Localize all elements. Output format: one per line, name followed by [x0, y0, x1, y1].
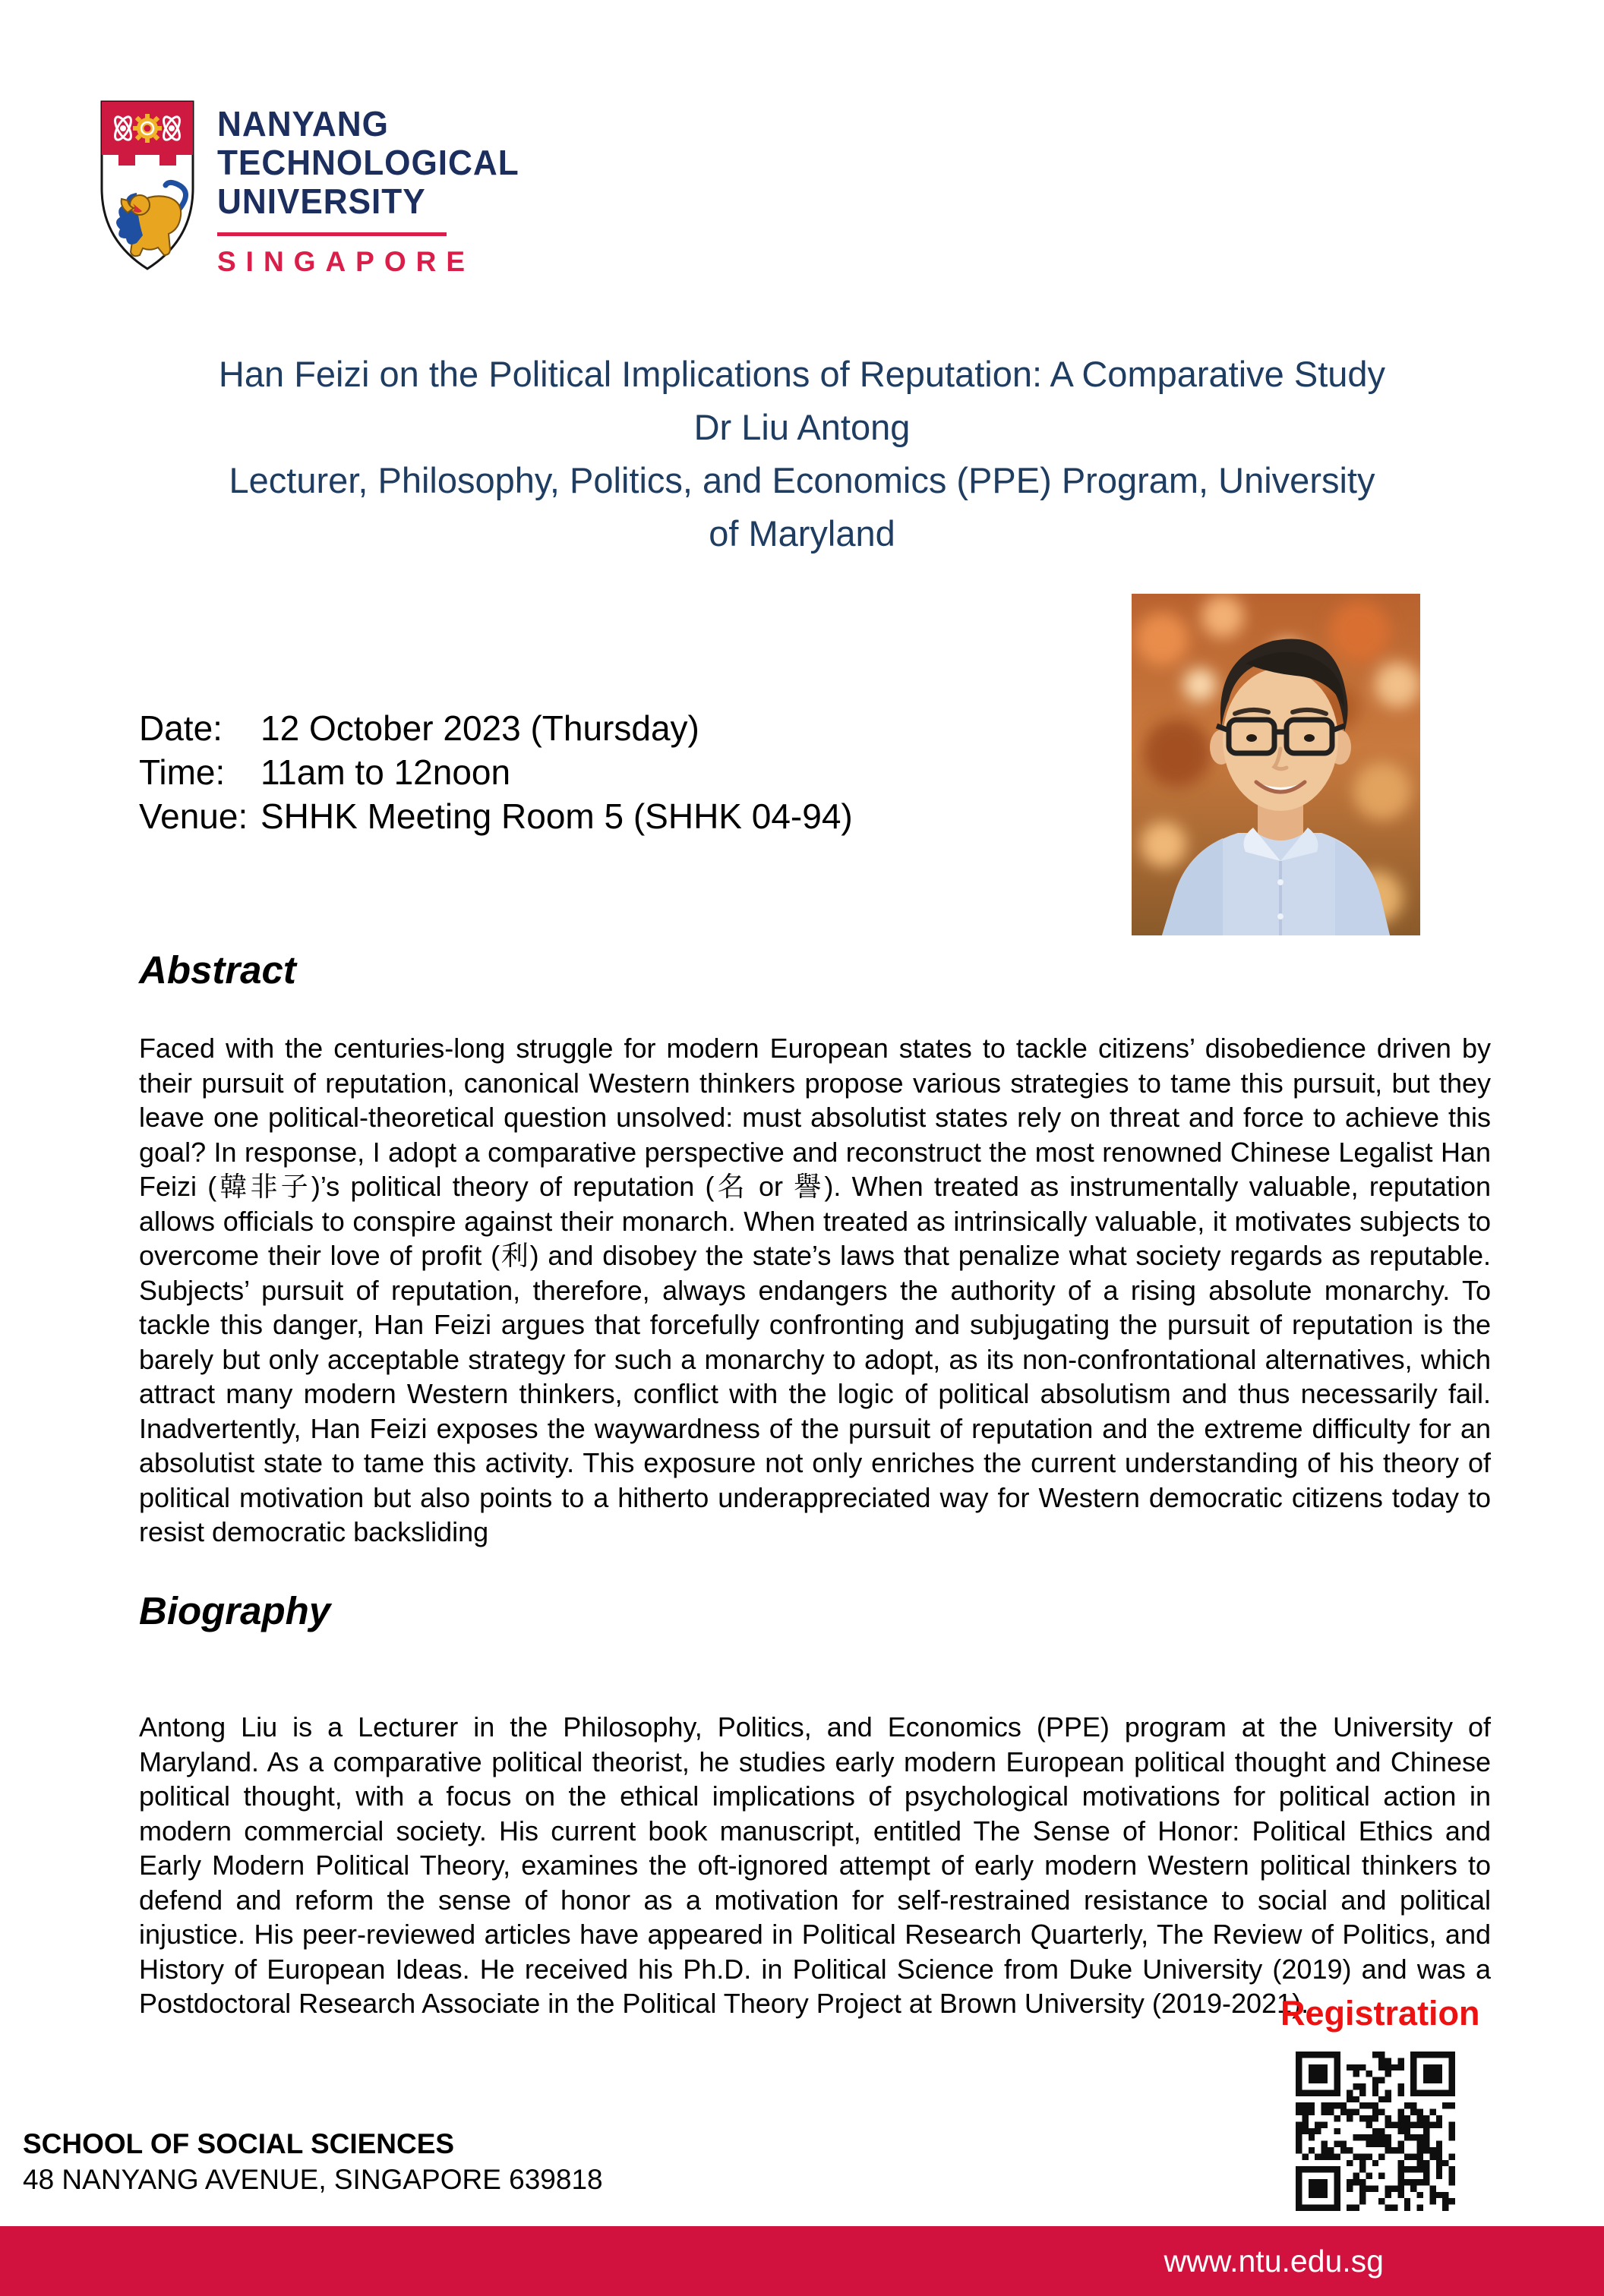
- speaker-name: Dr Liu Antong: [693, 407, 911, 447]
- footer-bar: [0, 2226, 1604, 2296]
- ntu-crest-icon: [97, 99, 197, 272]
- school-address: 48 NANYANG AVENUE, SINGAPORE 639818: [23, 2164, 603, 2195]
- singapore-label: SINGAPORE: [217, 246, 475, 277]
- title-block: [0, 348, 1604, 560]
- wordmark-line-3: UNIVERSITY: [217, 181, 426, 221]
- footer-address: [23, 2126, 603, 2197]
- time-value: 11am to 12noon: [260, 752, 511, 792]
- speaker-affiliation: Lecturer, Philosophy, Politics, and Economics (PPE) Program, University of Maryland: [229, 460, 1375, 554]
- time-row: [139, 750, 853, 794]
- seminar-title: Han Feizi on the Political Implications of Reputation: A Comparative Study: [218, 354, 1386, 394]
- date-label: Date:: [139, 708, 223, 748]
- wordmark-line-1: NANYANG: [217, 104, 389, 144]
- date-value: 12 October 2023 (Thursday): [260, 708, 699, 748]
- singapore-divider: [217, 232, 447, 236]
- biography-heading: Biography: [139, 1589, 331, 1632]
- time-label: Time:: [139, 752, 226, 792]
- wordmark-line-2: TECHNOLOGICAL: [217, 143, 519, 182]
- venue-value: SHHK Meeting Room 5 (SHHK 04-94): [260, 796, 853, 836]
- venue-label: Venue:: [139, 796, 248, 836]
- date-row: [139, 706, 853, 750]
- speaker-photo: [1132, 594, 1420, 935]
- registration-label: Registration: [1280, 1994, 1480, 2033]
- ntu-wordmark: [217, 99, 532, 278]
- venue-row: [139, 794, 853, 838]
- abstract-heading: Abstract: [139, 948, 296, 992]
- abstract-body: Faced with the centuries-long struggle for modern European states to tackle citizens’ disobedience driven by their pursuit of reputation, canonical Western thinkers propose various strategies to tame this pursuit, but they leave one political-theoretical question unsolved: must absolutist states rely on threat and force to achieve this goal? In response, I adopt a comparative perspective and reconstruct the most renowned Chinese Legalist Han Feizi (韓非子)’s political theory of reputation (名 or 譽). When treated as instrumentally valuable, reputation allows officials to conspire against their monarch. When treated as intrinsically valuable, it motivates subjects to overcome their love of profit (利) and disobey the state’s laws that penalize what society regards as reputable. Subjects’ pursuit of reputation, therefore, always endangers the authority of a rising absolute monarchy. To tackle this danger, Han Feizi argues that forcefully confronting and subjugating the pursuit of reputation is the barely but only acceptable strategy for such a monarchy to adopt, as its non-confrontational alternatives, which attract many modern Western thinkers, conflict with the logic of political absolutism and thus necessarily fail. Inadvertently, Han Feizi exposes the waywardness of the pursuit of reputation and the extreme difficulty for an absolutist state to tame this activity. This exposure not only enriches the current understanding of his theory of political motivation but also points to a hitherto underappreciated way for Western democratic citizens today to resist democratic backsliding: [139, 1033, 1491, 1547]
- registration-qr-code: [1296, 2052, 1455, 2211]
- website-url: www.ntu.edu.sg: [1164, 2243, 1384, 2279]
- biography-body: Antong Liu is a Lecturer in the Philosophy, Politics, and Economics (PPE) program at the University of Maryland. As a comparative political theorist, he studies early modern European political thought and Chinese political thought, with a focus on the ethical implications of psychological motivations for political action in modern commercial society. His current book manuscript, entitled The Sense of Honor: Political Ethics and Early Modern Political Theory, examines the oft-ignored attempt of early modern Western political thinkers to defend and reform the sense of honor as a motivation for self-restrained resistance to social and political injustice. His peer-reviewed articles have appeared in Political Research Quarterly, The Review of Politics, and History of European Ideas. He received his Ph.D. in Political Science from Duke University (2019) and was a Postdoctoral Research Associate in the Political Theory Project at Brown University (2019-2021).: [139, 1711, 1491, 2019]
- ntu-logo: [97, 99, 532, 278]
- school-name: SCHOOL OF SOCIAL SCIENCES: [23, 2128, 455, 2159]
- event-details: [139, 706, 853, 838]
